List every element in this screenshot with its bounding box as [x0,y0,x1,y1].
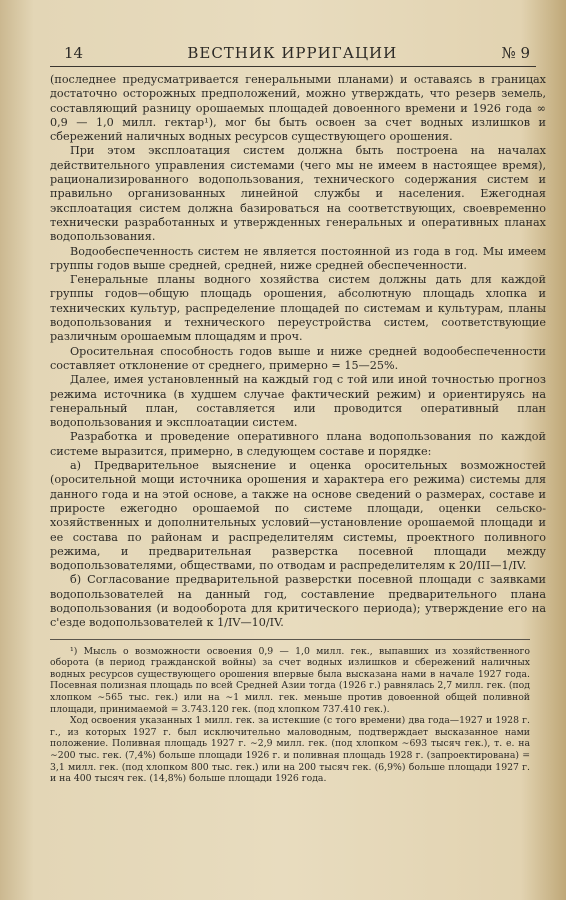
footnote: ¹) Мысль о возможности освоения 0,9 — 1,0 милл. гек., выпавших из хозяйственного оборота (в период гражданской войны) за счет водных излишков и сбережений наличных водных ресурсов существующего орошения впервые была высказана нами в начале 1927 года. Посевная полизная площадь по всей Средней Азии тогда (1926 г.) равнялась 2,7 милл. гек. (под хлопком ∼565 тыс. гек.) или на ∼1 милл. гек. меньше против довоенной общей поливной площади, принимаемой = 3.743.120 гек. (под хлопком 737.410 гек.). [50,645,530,715]
paragraph: Водообеспеченность систем не является постоянной из года в год. Мы имеем группы годов выше средней, средней, ниже средней обеспеченности. [50,244,546,272]
journal-title: ВЕСТНИК ИРРИГАЦИИ [187,44,398,62]
paragraph: Далее, имея установленный на каждый год с той или иной точностью прогноз режима источника (в худшем случае фактический режим) и ориентируясь на генеральный план, составляется или проводится оперативный план водопользования и эксплоатации систем. [50,373,546,430]
paragraph: б) Согласование предварительной разверстки посевной площади с заявками водопользователей на данный год, составление предварительного плана водопользования (и водооборота для критического периода); утверждение его на с'езде водопользователей к 1/IV—10/IV. [50,573,546,630]
paragraph: Генеральные планы водного хозяйства систем должны дать для каждой группы годов—общую площадь орошения, абсолютную площадь хлопка и технических культур, распределение площадей по системам и культурам, планы водопользования и технического переустройства систем, соответствующие различным орошаемым площадям и проч. [50,273,546,344]
paragraph: Разработка и проведение оперативного плана водопользования по каждой системе выразится, примерно, в следующем составе и порядке: [50,430,546,458]
paragraph: а) Предварительное выяснение и оценка оросительных возможностей (оросительной мощи источника орошения и характера его режима) системы для данного года и на этой основе, а также на основе сведений о размерах, составе и приросте ежегодно орошаемой по системе площади, оценки сельско-хозяйственных и дополнительных условий—установление орошаемой площади и ее состава по районам и распределителям системы, проектного поливного режима, и предварительная разверстка посевной площади между водопользователями, обществами, по отводам и распределителям к 20/III—1/IV. [50,459,546,573]
paragraph: При этом эксплоатация систем должна быть построена на началах действительного управления системами (чего мы не имеем в настоящее время), рационализированного водопользования, технического содержания систем и правильно организованных линейной службы и населения. Ежегодная эксплоатация систем должна базироваться на соответствующих, своевременно технически разработанных и утвержденных генеральных и оперативных планах водопользования. [50,144,546,244]
issue-number: № 9 [501,44,530,62]
body-text [50,73,546,631]
page-header [50,44,536,67]
footnotes [50,639,530,785]
paragraph: Оросительная способность годов выше и ниже средней водообеспеченности составляет отклонение от среднего, примерно = 15—25%. [50,344,546,372]
footnote: Ход освоения указанных 1 милл. гек. за истекшие (с того времени) два года—1927 и 1928 г. г., из которых 1927 г. был исключительно маловодным, подтверждает высказанное нами положение. Поливная площадь 1927 г. ∼2,9 милл. гек. (под хлопком ∼693 тысяч гек.), т. е. на ∼200 тыс. гек. (7,4%) больше площади 1926 г. и поливная площадь 1928 г. (запроектирована) = 3,1 милл. гек. (под хлопком 800 тыс. гек.) или на 200 тысяч гек. (6,9%) больше площади 1927 г. и на 400 тысяч гек. (14,8%) больше площади 1926 года. [50,715,530,785]
page-number: 14 [64,44,84,62]
paragraph: (последнее предусматривается генеральными планами) и оставаясь в границах достаточно осторожных предположений, можно утверждать, что резерв земель, составляющий разницу орошаемых площадей довоенного времени и 1926 года ∞ 0,9 — 1,0 милл. гектар¹), мог бы быть освоен за счет водных излишков и сбережений наличных водных ресурсов существующего орошения. [50,73,546,144]
